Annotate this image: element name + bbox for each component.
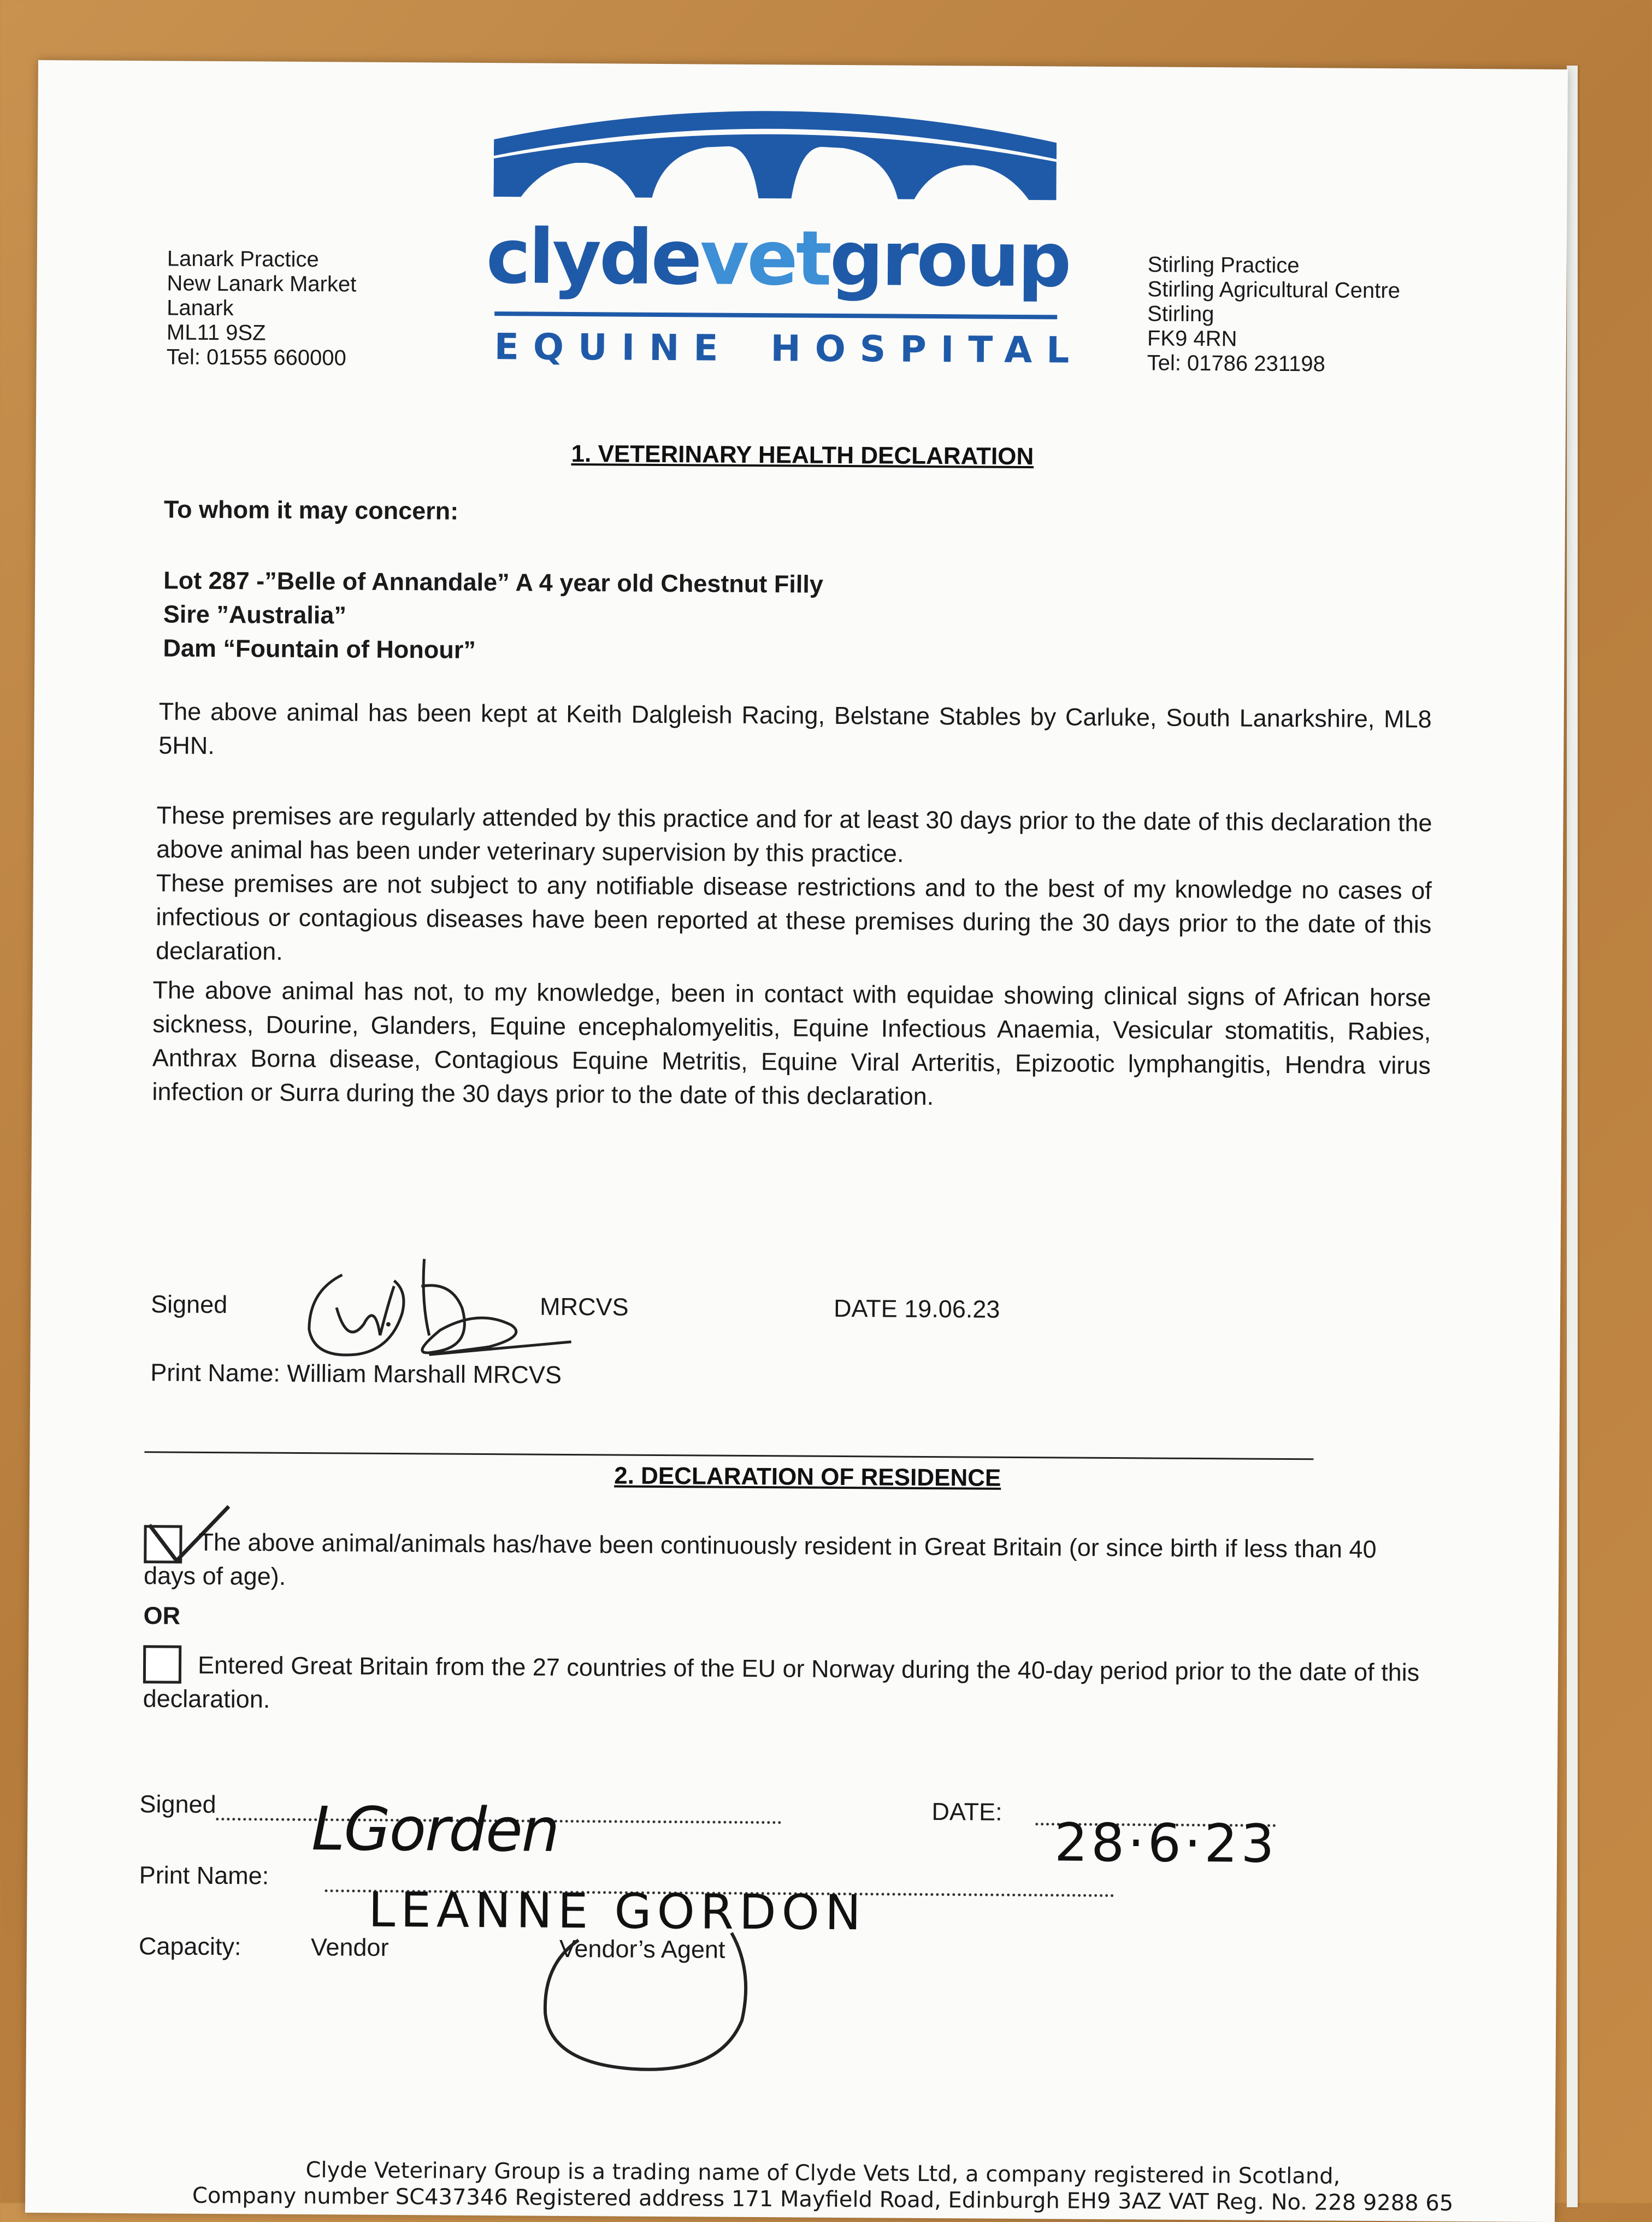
paragraph-premises-1: These premises are regularly attended by this practice and for at least 30 days prior to the date of this declaration the above animal has been under veterinary supervision by this practice. (156, 801, 1432, 868)
address-line: FK9 4RN (1147, 326, 1237, 351)
section1-print-name: Print Name: William Marshall MRCVS (150, 1358, 562, 1389)
logo-word-group: group (829, 214, 1070, 304)
salutation: To whom it may concern: (163, 495, 459, 525)
address-line: ML11 9SZ (166, 320, 266, 345)
section2-heading: 2. DECLARATION OF RESIDENCE (614, 1462, 1001, 1492)
document-page (25, 60, 1568, 2222)
paper-stack-edge (1567, 66, 1578, 2207)
address-line: Lanark (167, 296, 234, 321)
handwritten-print-name: LEANNE GORDON (368, 1881, 867, 1941)
address-line: Stirling Agricultural Centre (1147, 277, 1401, 303)
paragraph-premises-2: These premises are not subject to any notifiable disease restrictions and to the best of my knowledge no cases of infectious or contagious diseases have been reported at these premises during the 30 days prior to the date of this declaration. (155, 869, 1432, 965)
address-line: Stirling (1147, 302, 1214, 327)
logo-wordmark (486, 213, 1070, 304)
signed-label: Signed (139, 1790, 216, 1819)
entered-gb-option-text: Entered Great Britain from the 27 countries of the EU or Norway during the 40-day period prior to the date of this declaration. (143, 1651, 1420, 1713)
paragraph-premises (156, 798, 1432, 975)
mrcvs-suffix: MRCVS (539, 1292, 629, 1321)
bridge-logo-icon (493, 101, 1057, 200)
horse-details (163, 563, 823, 669)
address-line: Lanark Practice (167, 246, 319, 272)
footer-line: Clyde Veterinary Group is a trading name of Clyde Vets Ltd, a company registered in Scotland, (305, 2158, 1341, 2189)
logo-divider (494, 311, 1057, 319)
logo-word-vet: vet (699, 214, 830, 303)
handwritten-signature: LGorden (311, 1794, 559, 1865)
stirling-practice-address (1147, 252, 1401, 377)
capacity-option-vendor[interactable]: Vendor (310, 1933, 389, 1961)
section1-date: DATE 19.06.23 (833, 1294, 1000, 1323)
address-line: Tel: 01555 660000 (166, 345, 347, 370)
capacity-label: Capacity: (138, 1932, 241, 1961)
handwritten-date: 28·6·23 (1054, 1812, 1278, 1875)
capacity-option-vendors-agent[interactable]: Vendor’s Agent (559, 1934, 725, 1964)
address-line: New Lanark Market (167, 271, 357, 297)
dam-line: Dam “Fountain of Honour” (163, 634, 476, 664)
lanark-practice-address (167, 246, 357, 370)
lot-line: Lot 287 -”Belle of Annandale” A 4 year old Chestnut Filly (163, 566, 824, 598)
logo-word-clyde: clyde (486, 213, 700, 302)
paragraph-kept: The above animal has been kept at Keith Dalgleish Racing, Belstane Stables by Carluke, South Lanarkshire, ML8 5HN. (158, 697, 1432, 759)
logo-subtitle-word: EQUINE (494, 326, 733, 369)
address-line: Stirling Practice (1147, 252, 1300, 278)
or-label: OR (143, 1601, 181, 1630)
print-name-label: Print Name: (139, 1861, 269, 1890)
address-line: Tel: 01786 231198 (1147, 351, 1325, 376)
logo-subtitle-word: HOSPITAL (770, 327, 1084, 372)
logo-subtitle (494, 322, 1084, 375)
footer (181, 2156, 1465, 2217)
date-label: DATE: (931, 1797, 1002, 1826)
paragraph-contact: The above animal has not, to my knowledge, been in contact with equidae showing clinical signs of African horse sickness, Dourine, Glanders, Equine encephalomyelitis, Equine Infectious Anaemia, Vesicular stomatitis, Rabies, Anthrax Borna disease, Contagious Equine Metritis, Equine Viral Arteritis, Epizootic lymphangitis, Hendra virus infection or Surra during the 30 days prior to the date of this declaration. (152, 976, 1431, 1111)
sire-line: Sire ”Australia” (163, 600, 347, 629)
signed-label: Signed (150, 1290, 228, 1319)
section1-heading: 1. VETERINARY HEALTH DECLARATION (571, 440, 1034, 470)
resident-option-text: The above animal/animals has/have been continuously resident in Great Britain (or since birth if less than 40 days of age). (143, 1528, 1377, 1590)
selection-circle (534, 1910, 770, 2097)
section-divider (144, 1451, 1313, 1460)
footer-line: Company number SC437346 Registered address 171 Mayfield Road, Edinburgh EH9 3AZ VAT Reg. No. 228 9288 65 (192, 2183, 1454, 2216)
